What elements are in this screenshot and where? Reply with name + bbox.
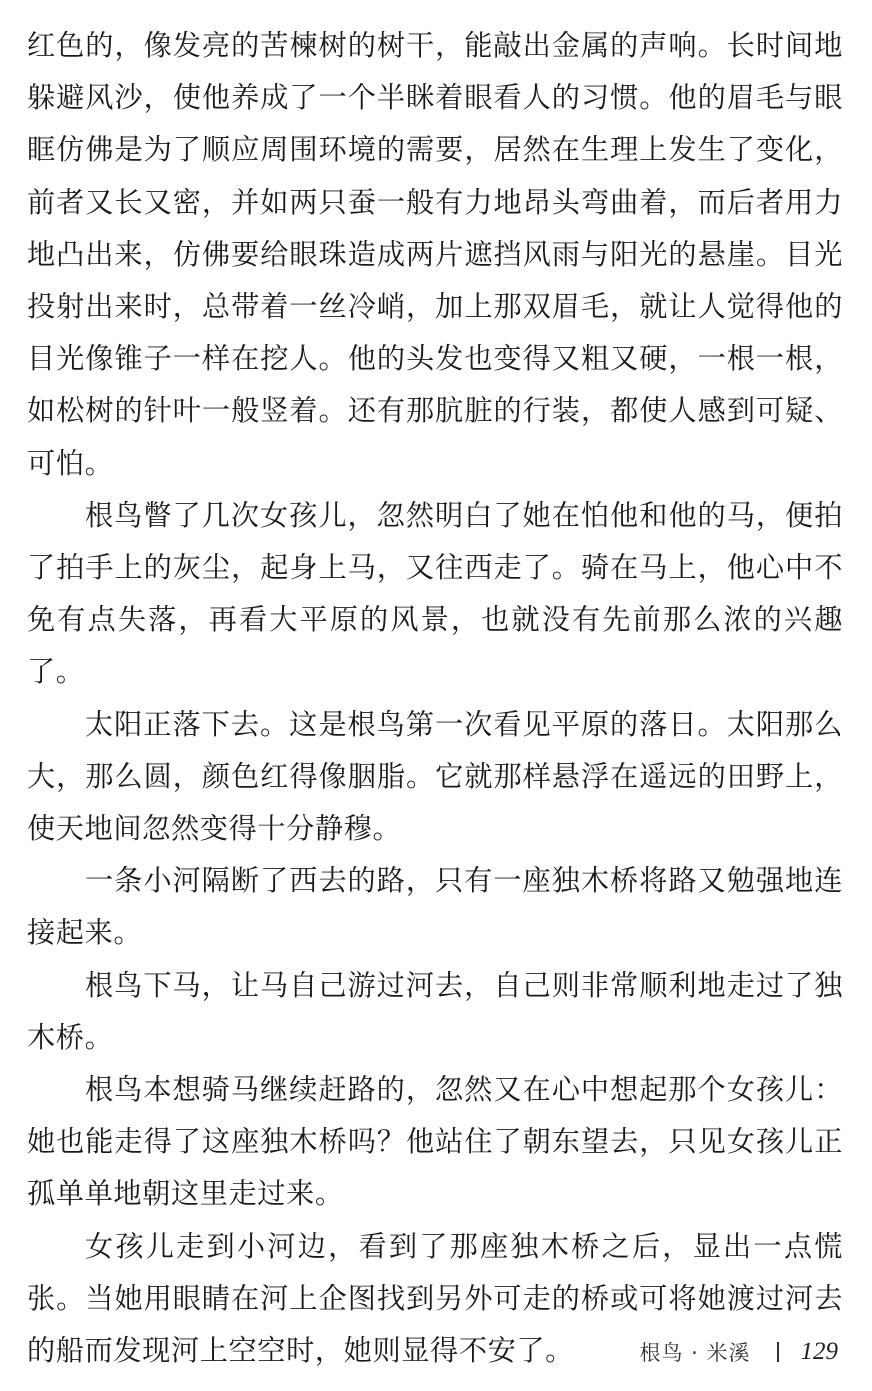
running-title: 根鸟 · 米溪 bbox=[639, 1341, 751, 1365]
page-footer bbox=[639, 1332, 838, 1372]
paragraph-6: 根鸟本想骑马继续赶路的，忽然又在心中想起那个女孩儿：她也能走得了这座独木桥吗？他站住了朝东望去，只见女孩儿正孤单单地朝这里走过来。 bbox=[27, 1073, 843, 1211]
footer-divider bbox=[777, 1342, 779, 1362]
paragraph-2: 根鸟瞥了几次女孩儿，忽然明白了她在怕他和他的马，便拍了拍手上的灰尘，起身上马，又往西走了。骑在马上，他心中不免有点失落，再看大平原的风景，也就没有先前那么浓的兴趣了。 bbox=[27, 498, 843, 689]
paragraph-5: 根鸟下马，让马自己游过河去，自己则非常顺利地走过了独木桥。 bbox=[27, 968, 843, 1054]
paragraph-7: 女孩儿走到小河边，看到了那座独木桥之后，显出一点慌张。当她用眼睛在河上企图找到另外可走的桥或可将她渡过河去的船而发现河上空空时，她则显得不安了。 bbox=[27, 1229, 843, 1368]
page-number: 129 bbox=[800, 1338, 838, 1365]
paragraph-4: 一条小河隔断了西去的路，只有一座独木桥将路又勉强地连接起来。 bbox=[27, 864, 843, 950]
page-body bbox=[27, 20, 843, 1377]
paragraph-3: 太阳正落下去。这是根鸟第一次看见平原的落日。太阳那么大，那么圆，颜色红得像胭脂。它就那样悬浮在遥远的田野上，使天地间忽然变得十分静穆。 bbox=[27, 707, 843, 846]
paragraph-1: 红色的，像发亮的苦楝树的树干，能敲出金属的声响。长时间地躲避风沙，使他养成了一个半眯着眼看人的习惯。他的眉毛与眼眶仿佛是为了顺应周围环境的需要，居然在生理上发生了变化，前者又长又密，并如两只蚕一般有力地昂头弯曲着，而后者用力地凸出来，仿佛要给眼珠造成两片遮挡风雨与阳光的悬崖。目光投射出来时，总带着一丝冷峭，加上那双眉毛，就让人觉得他的目光像锥子一样在挖人。他的头发也变得又粗又硬，一根一根，如松树的针叶一般竖着。还有那肮脏的行装，都使人感到可疑、可怕。 bbox=[27, 29, 843, 480]
